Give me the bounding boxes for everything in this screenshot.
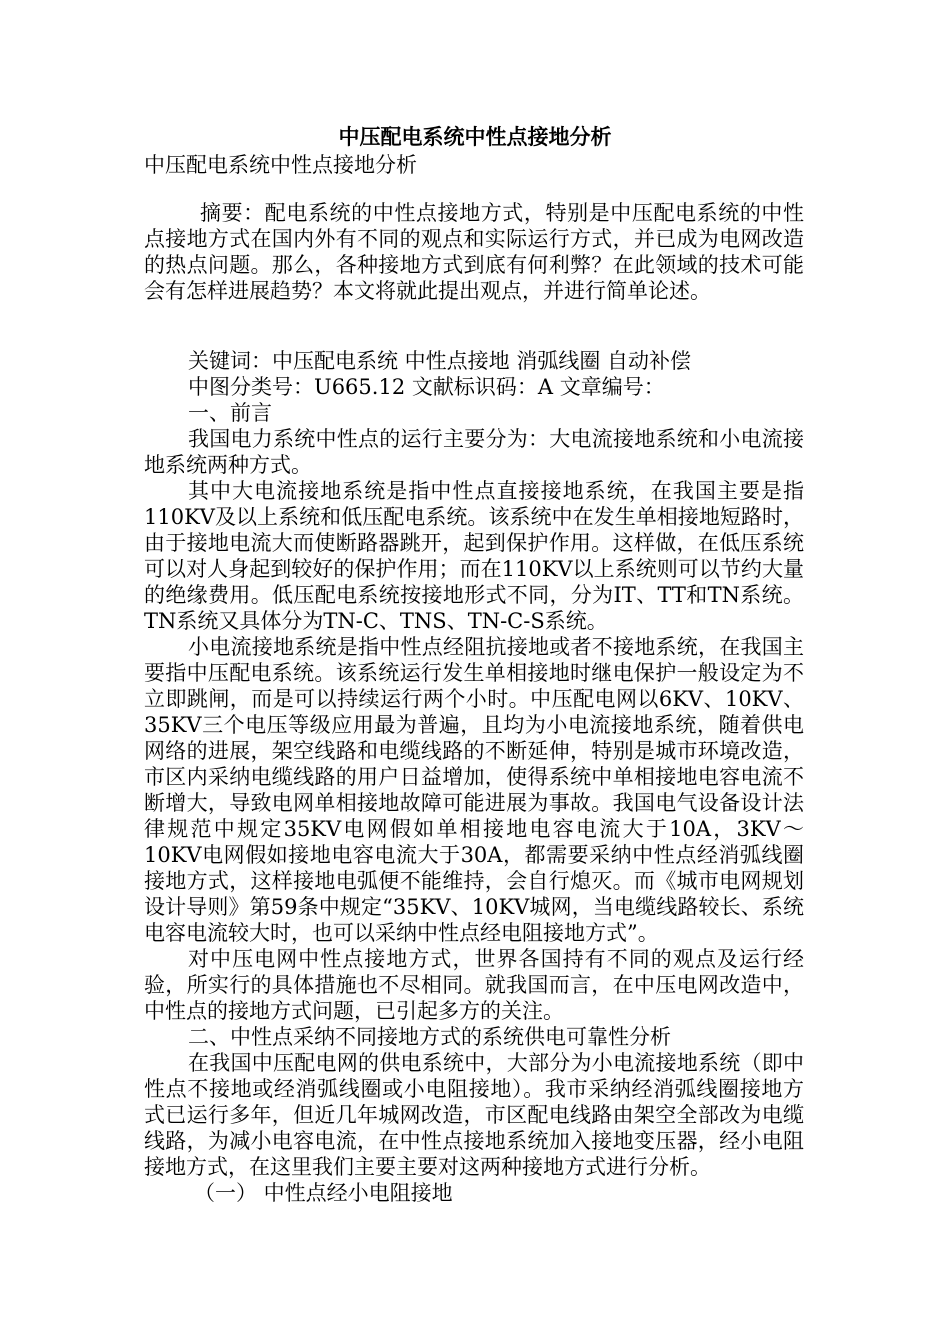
- section-heading-analysis: 二、中性点采纳不同接地方式的系统供电可靠性分析: [188, 1025, 671, 1049]
- paragraph-5: 在我国中压配电网的供电系统中，大部分为小电流接地系统（即中性点不接地或经消弧线圈或小电阻接地）。我市采纳经消弧线圈接地方式已运行多年，但近几年城网改造，市区配电线路由架空全部改为电缆线路，为减小电容电流，在中性点接地系统加入接地变压器，经小电阻接地方式，在这里我们主要主要对这两种接地方式进行分析。: [144, 1051, 804, 1179]
- document-body: [144, 348, 804, 1206]
- section-heading-intro: 一、前言: [188, 401, 272, 425]
- keywords-line: 关键词：中压配电系统 中性点接地 消弧线圈 自动补偿: [188, 349, 692, 373]
- subsection-heading: （一） 中性点经小电阻接地: [194, 1181, 453, 1205]
- document-subtitle: 中压配电系统中性点接地分析: [144, 153, 417, 177]
- paragraph-1: 我国电力系统中性点的运行主要分为：大电流接地系统和小电流接地系统两种方式。: [144, 427, 804, 477]
- paragraph-3: 小电流接地系统是指中性点经阻抗接地或者不接地系统，在我国主要指中压配电系统。该系统运行发生单相接地时继电保护一般设定为不立即跳闸，而是可以持续运行两个小时。中压配电网以6KV、10KV、35KV三个电压等级应用最为普遍，且均为小电流接地系统，随着供电网络的进展，架空线路和电缆线路的不断延伸，特别是城市环境改造，市区内采纳电缆线路的用户日益增加，使得系统中单相接地电容电流不断增大，导致电网单相接地故障可能进展为事故。我国电气设备设计法律规范中规定35KV电网假如单相接地电容电流大于10A，3KV～10KV电网假如接地电容电流大于30A，都需要采纳中性点经消弧线圈接地方式，这样接地电弧便不能维持，会自行熄灭。而《城市电网规划设计导则》第59条中规定“35KV、10KV城网，当电缆线路较长、系统电容电流较大时，也可以采纳中性点经电阻接地方式”。: [144, 635, 804, 945]
- paragraph-4: 对中压电网中性点接地方式，世界各国持有不同的观点及运行经验，所实行的具体措施也不尽相同。就我国而言，在中压电网改造中，中性点的接地方式问题，已引起多方的关注。: [144, 947, 804, 1023]
- paragraph-2: 其中大电流接地系统是指中性点直接接地系统，在我国主要是指110KV及以上系统和低压配电系统。该系统中在发生单相接地短路时，由于接地电流大而使断路器跳开，起到保护作用。这样做，在低压系统可以对人身起到较好的保护作用；而在110KV以上系统则可以节约大量的绝缘费用。低压配电系统按接地形式不同，分为IT、TT和TN系统。TN系统又具体分为TN-C、TNS、TN-C-S系统。: [144, 479, 804, 633]
- document-title: 中压配电系统中性点接地分析: [338, 125, 612, 149]
- classification-line: 中图分类号：U665.12 文献标识码：A 文章编号：: [188, 375, 665, 399]
- abstract-paragraph: 摘要：配电系统的中性点接地方式，特别是中压配电系统的中性点接地方式在国内外有不同的观点和实际运行方式，并已成为电网改造的热点问题。那么，各种接地方式到底有何利弊？在此领域的技术可能会有怎样进展趋势？本文将就此提出观点，并进行简单论述。: [144, 201, 804, 303]
